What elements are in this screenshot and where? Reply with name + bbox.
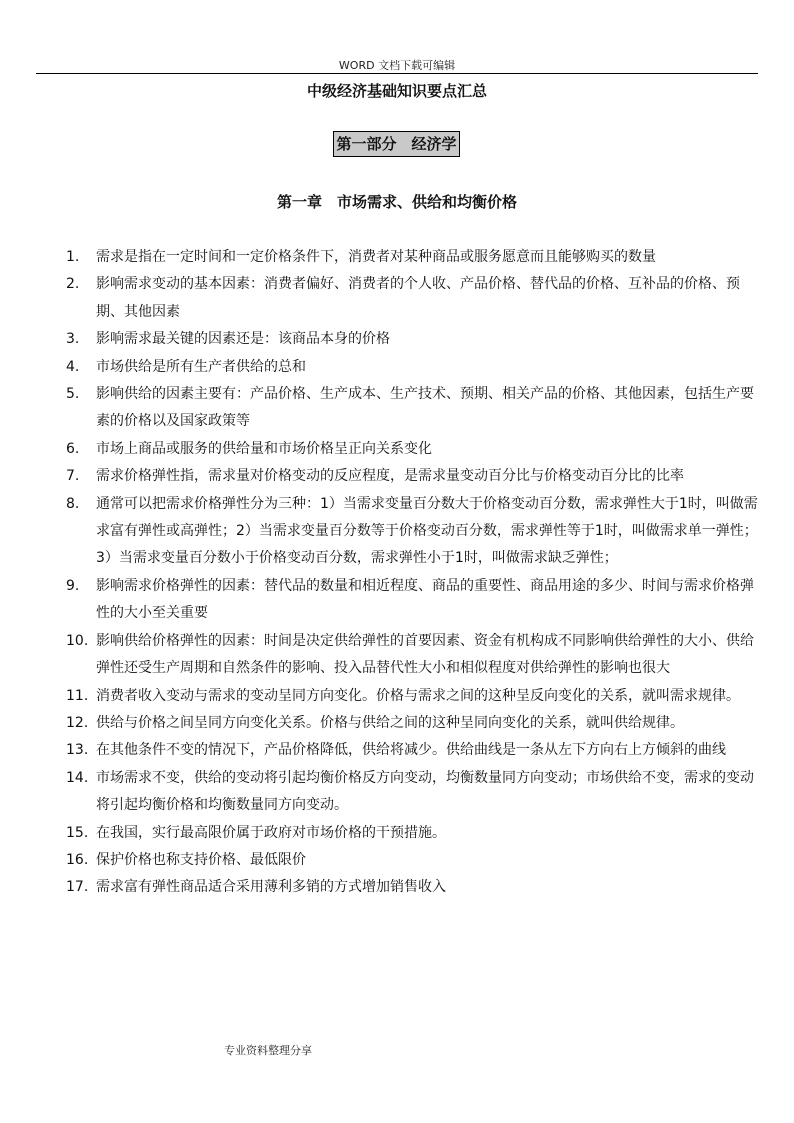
item-text: 影响供给的因素主要有：产品价格、生产成本、生产技术、预期、相关产品的价格、其他因素，包括生产要素的价格以及国家政策等 — [96, 386, 754, 430]
item-text: 影响供给价格弹性的因素：时间是决定供给弹性的首要因素、资金有机构成不同影响供给弹性的大小、供给弹性还受生产周期和自然条件的影响、投入品替代性大小和相似程度对供给弹性的影响也很大 — [96, 632, 754, 677]
item-text: 在其他条件不变的情况下，产品价格降低，供给将减少。供给曲线是一条从左下方向右上方倾斜的曲线 — [96, 742, 726, 759]
item-number: 4. — [66, 358, 80, 375]
item-number: 12. — [66, 714, 89, 731]
item-number: 3. — [66, 331, 80, 348]
list-item — [66, 436, 760, 463]
list-item — [66, 765, 760, 820]
item-number: 2. — [66, 276, 80, 293]
list-item — [66, 463, 760, 490]
list-item — [66, 874, 760, 901]
item-number: 14. — [66, 769, 89, 786]
key-points-list — [66, 244, 760, 902]
item-number: 8. — [66, 495, 80, 512]
item-number: 17. — [66, 879, 89, 896]
item-text: 需求是指在一定时间和一定价格条件下，消费者对某种商品或服务愿意而且能够购买的数量 — [96, 249, 656, 265]
item-number: 15. — [66, 824, 89, 841]
item-text: 通常可以把需求价格弹性分为三种：1）当需求变量百分数大于价格变动百分数，需求弹性大于1时，叫做需求富有弹性或高弹性；2）当需求变量百分数等于价格变动百分数，需求弹性等于1时，叫做需求单一弹性；3）当需求变量百分数小于价格变动百分数，需求弹性小于1时，叫做需求缺乏弹性； — [96, 495, 758, 567]
item-text: 市场上商品或服务的供给量和市场价格呈正向关系变化 — [96, 440, 432, 457]
item-number: 13. — [66, 742, 89, 759]
list-item — [66, 491, 760, 573]
item-number: 10. — [66, 632, 89, 649]
chapter-heading: 第一章 市场需求、供给和均衡价格 — [276, 193, 517, 211]
list-item — [66, 326, 760, 353]
part-heading: 第一部分 经济学 — [333, 131, 460, 157]
item-number: 1. — [66, 249, 80, 265]
item-text: 影响需求最关键的因素还是：该商品本身的价格 — [96, 331, 390, 348]
item-number: 9. — [66, 577, 80, 594]
list-item — [66, 820, 760, 847]
item-number: 11. — [66, 687, 89, 704]
list-item — [66, 354, 760, 381]
item-text: 市场供给是所有生产者供给的总和 — [96, 358, 306, 375]
list-item — [66, 573, 760, 628]
list-item — [66, 271, 760, 326]
list-item — [66, 381, 760, 436]
item-text: 影响需求变动的基本因素：消费者偏好、消费者的个人收、产品价格、替代品的价格、互补品的价格、预期、其他因素 — [96, 276, 740, 320]
item-number: 7. — [66, 468, 80, 485]
item-number: 16. — [66, 851, 89, 868]
item-text: 供给与价格之间呈同方向变化关系。价格与供给之间的这种呈同向变化的关系，就叫供给规律。 — [96, 714, 684, 731]
list-item — [66, 847, 760, 874]
list-item — [66, 683, 760, 710]
item-text: 需求富有弹性商品适合采用薄利多销的方式增加销售收入 — [96, 879, 446, 896]
item-text: 在我国，实行最高限价属于政府对市场价格的干预措施。 — [96, 824, 446, 841]
list-item — [66, 244, 760, 271]
item-number: 5. — [66, 386, 80, 403]
list-item — [66, 710, 760, 737]
item-text: 市场需求不变，供给的变动将引起均衡价格反方向变动，均衡数量同方向变动；市场供给不变，需求的变动将引起均衡价格和均衡数量同方向变动。 — [96, 769, 754, 814]
item-text: 影响需求价格弹性的因素：替代品的数量和相近程度、商品的重要性、商品用途的多少、时间与需求价格弹性的大小至关重要 — [96, 577, 754, 622]
document-title: 中级经济基础知识要点汇总 — [306, 82, 487, 100]
header-divider — [36, 73, 758, 74]
item-text: 消费者收入变动与需求的变动呈同方向变化。价格与需求之间的这种呈反向变化的关系，就叫需求规律。 — [96, 687, 740, 704]
page-footer: 专业资料整理分享 — [224, 1044, 312, 1057]
item-number: 6. — [66, 440, 80, 457]
item-text: 保护价格也称支持价格、最低限价 — [96, 851, 306, 868]
list-item — [66, 737, 760, 764]
item-text: 需求价格弹性指，需求量对价格变动的反应程度，是需求量变动百分比与价格变动百分比的比率 — [96, 468, 684, 485]
page-header: WORD 文档下载可编辑 — [338, 59, 456, 72]
list-item — [66, 628, 760, 683]
